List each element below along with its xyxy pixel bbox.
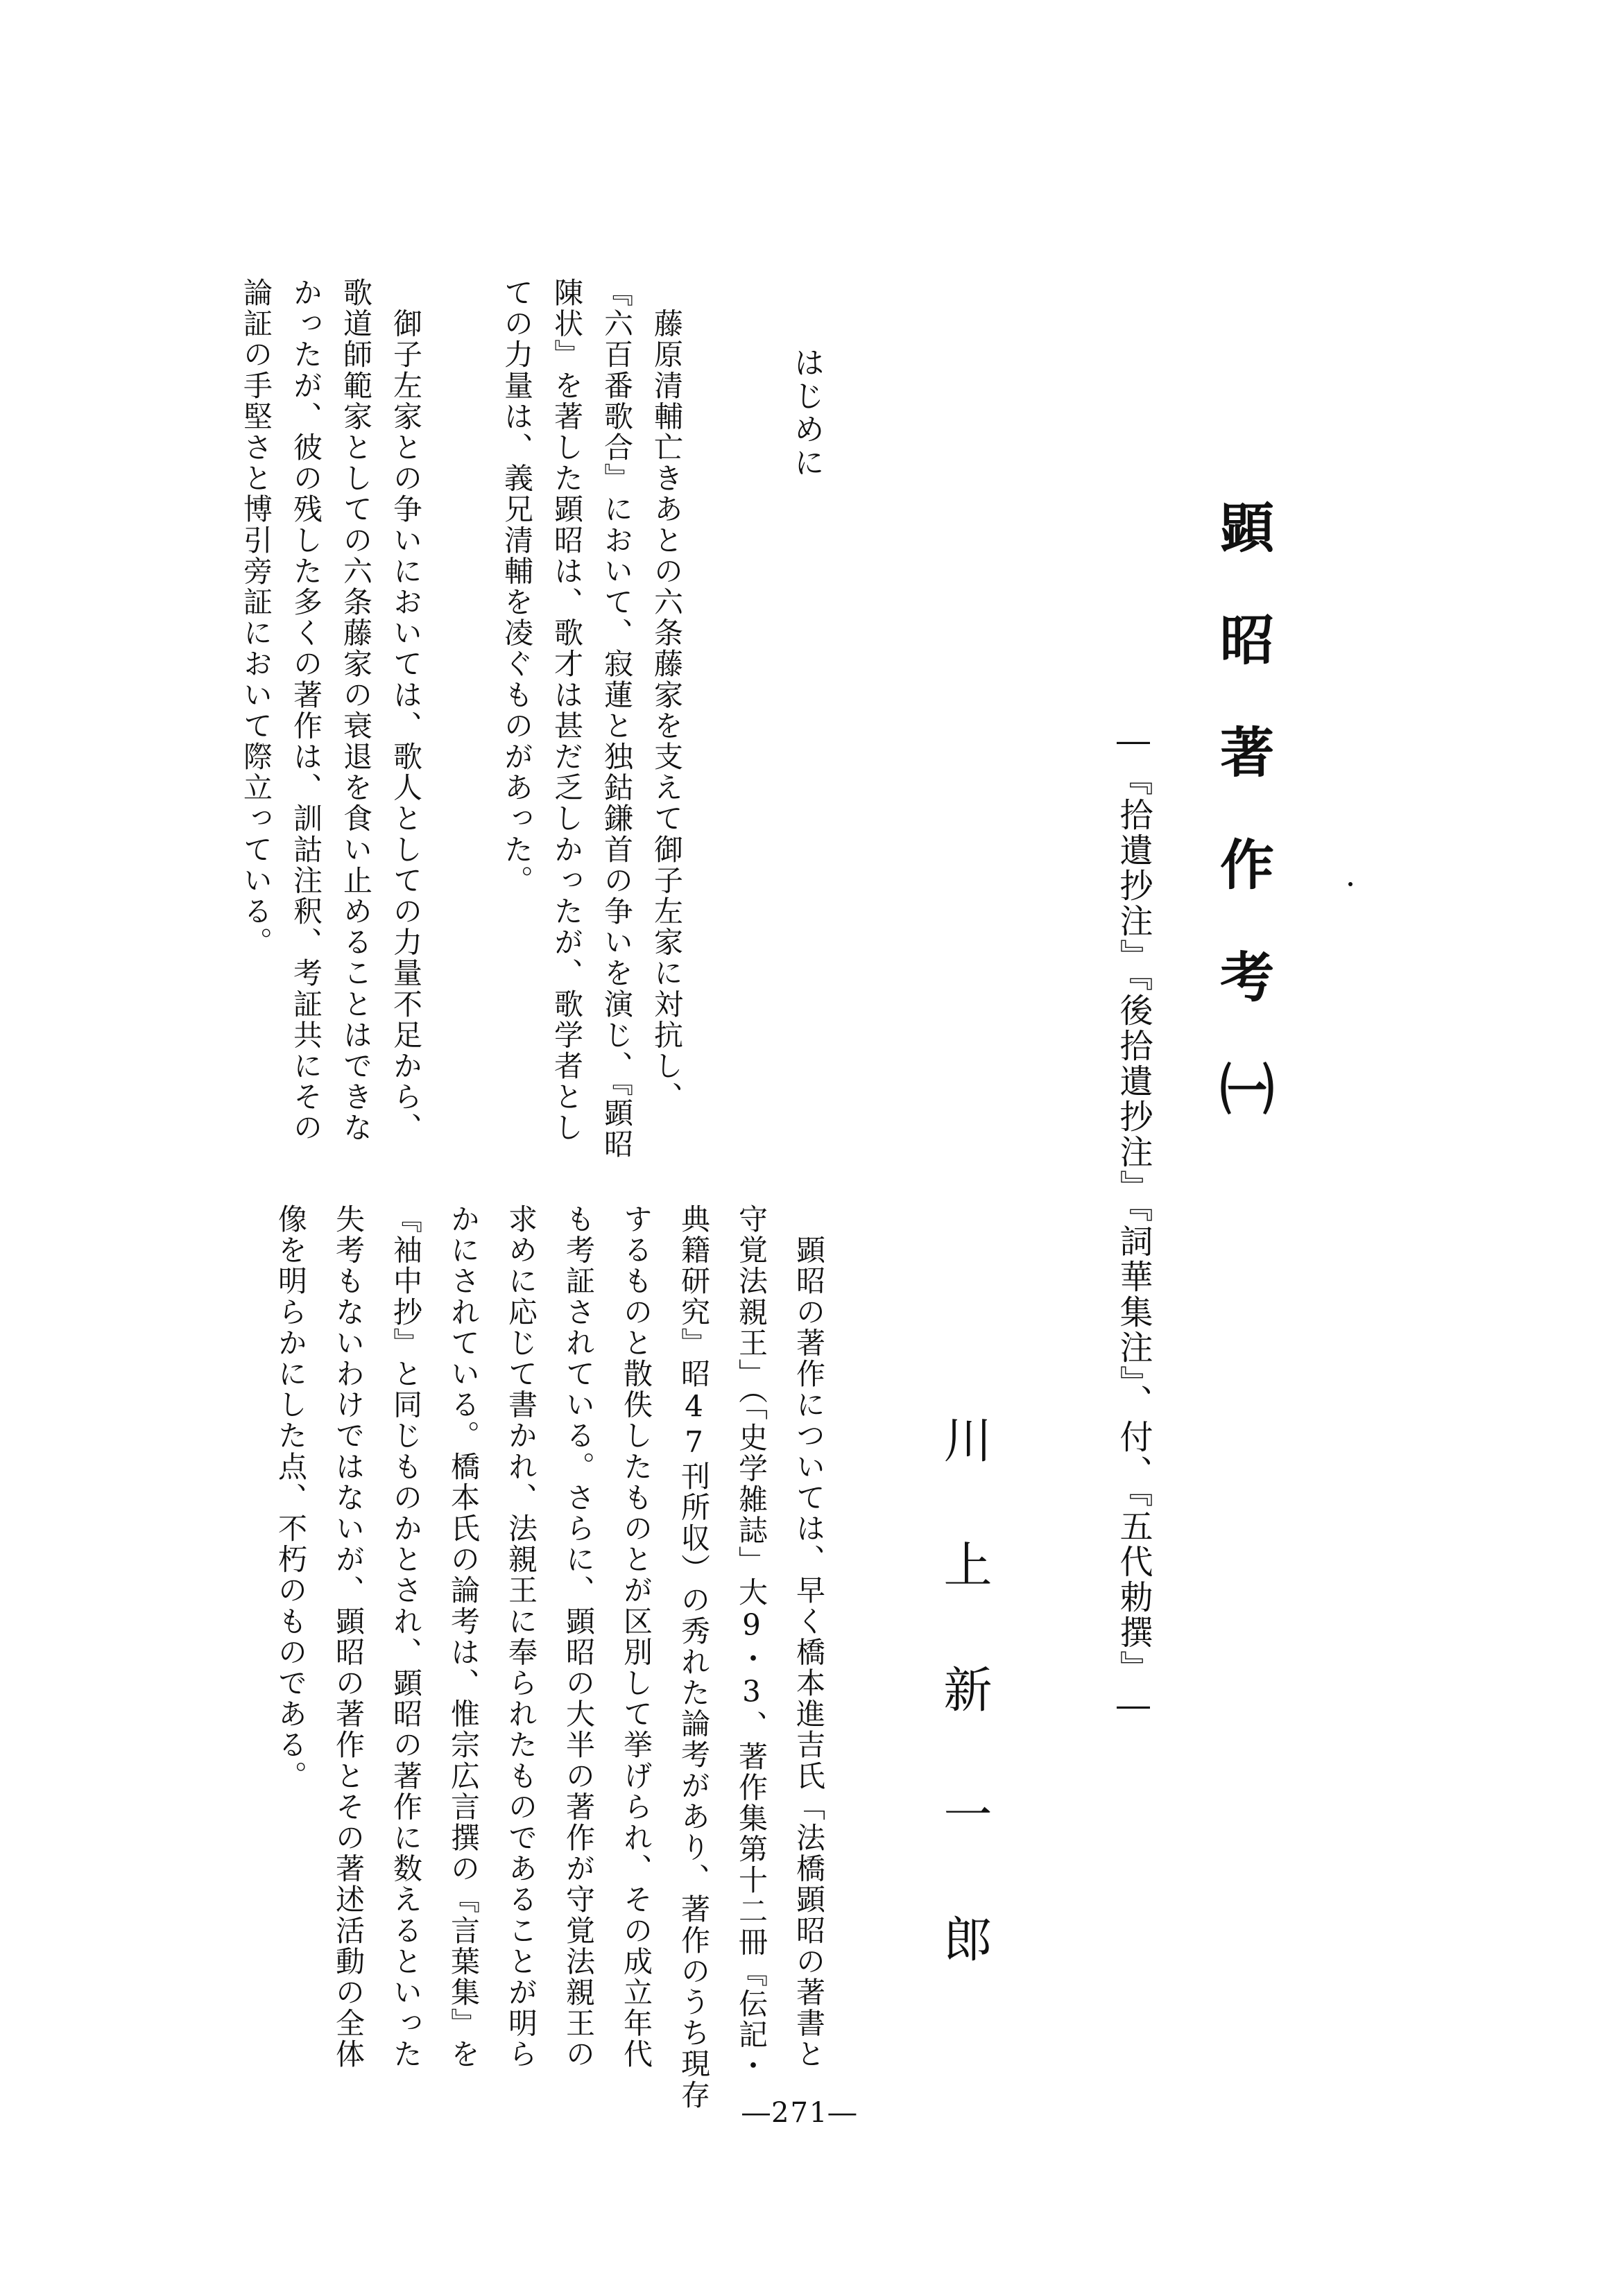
section-heading: はじめに <box>789 347 824 480</box>
body-line: するものと散佚したものとが区別して挙げられ、その成立年代 <box>619 1204 653 2070</box>
body-line: 顕昭の著作については、早く橋本進吉氏「法橋顕昭の著書と <box>792 1204 826 2070</box>
body-line: 『袖中抄』と同じものかとされ、顕昭の著作に数えるといった <box>389 1204 423 2070</box>
author-name: 川上新一郎 <box>936 1415 993 2039</box>
body-line: 典籍研究』昭47刊所収）の秀れた論考があり、著作のうち現存 <box>677 1204 711 2111</box>
body-line: ての力量は、義兄清輔を凌ぐものがあった。 <box>500 277 534 896</box>
body-line: 像を明らかにした点、不朽のものである。 <box>274 1204 308 1792</box>
body-line: 藤原清輔亡きあとの六条藤家を支えて御子左家に対抗し、 <box>650 277 684 1113</box>
body-line: かったが、彼の残した多くの著作は、訓詁注釈、考証共にその <box>289 277 323 1143</box>
body-line: 陳状』を著した顕昭は、歌才は甚だ乏しかったが、歌学者とし <box>550 277 584 1143</box>
body-line: 論証の手堅さと博引旁証において際立っている。 <box>239 277 273 958</box>
body-line: かにされている。橋本氏の論考は、惟宗広言撰の『言葉集』を <box>447 1204 481 2070</box>
ink-dot <box>1348 882 1352 886</box>
body-line: 歌道師範家としての六条藤家の衰退を食い止めることはできな <box>339 277 373 1143</box>
article-subtitle: ―『拾遺抄注』『後拾遺抄注』『詞華集注』、付、『五代勅撰』― <box>1114 721 1153 1727</box>
body-line: 守覚法親王」（「史学雑誌」大9・3、著作集第十二冊『伝記・ <box>735 1204 768 2082</box>
body-line: も考証されている。さらに、顕昭の大半の著作が守覚法親王の <box>562 1204 596 2070</box>
body-line: 御子左家との争いにおいては、歌人としての力量不足から、 <box>389 277 423 1143</box>
body-line: 失考もないわけではないが、顕昭の著作とその著述活動の全体 <box>332 1204 366 2070</box>
body-line: 『六百番歌合』において、寂蓮と独鈷鎌首の争いを演じ、『顕昭 <box>600 277 634 1160</box>
page-number: ―271― <box>742 2097 858 2129</box>
body-line: 求めに応じて書かれ、法親王に奉られたものであることが明ら <box>504 1204 538 2070</box>
article-title: 顕昭著作考㈠ <box>1211 499 1274 1173</box>
